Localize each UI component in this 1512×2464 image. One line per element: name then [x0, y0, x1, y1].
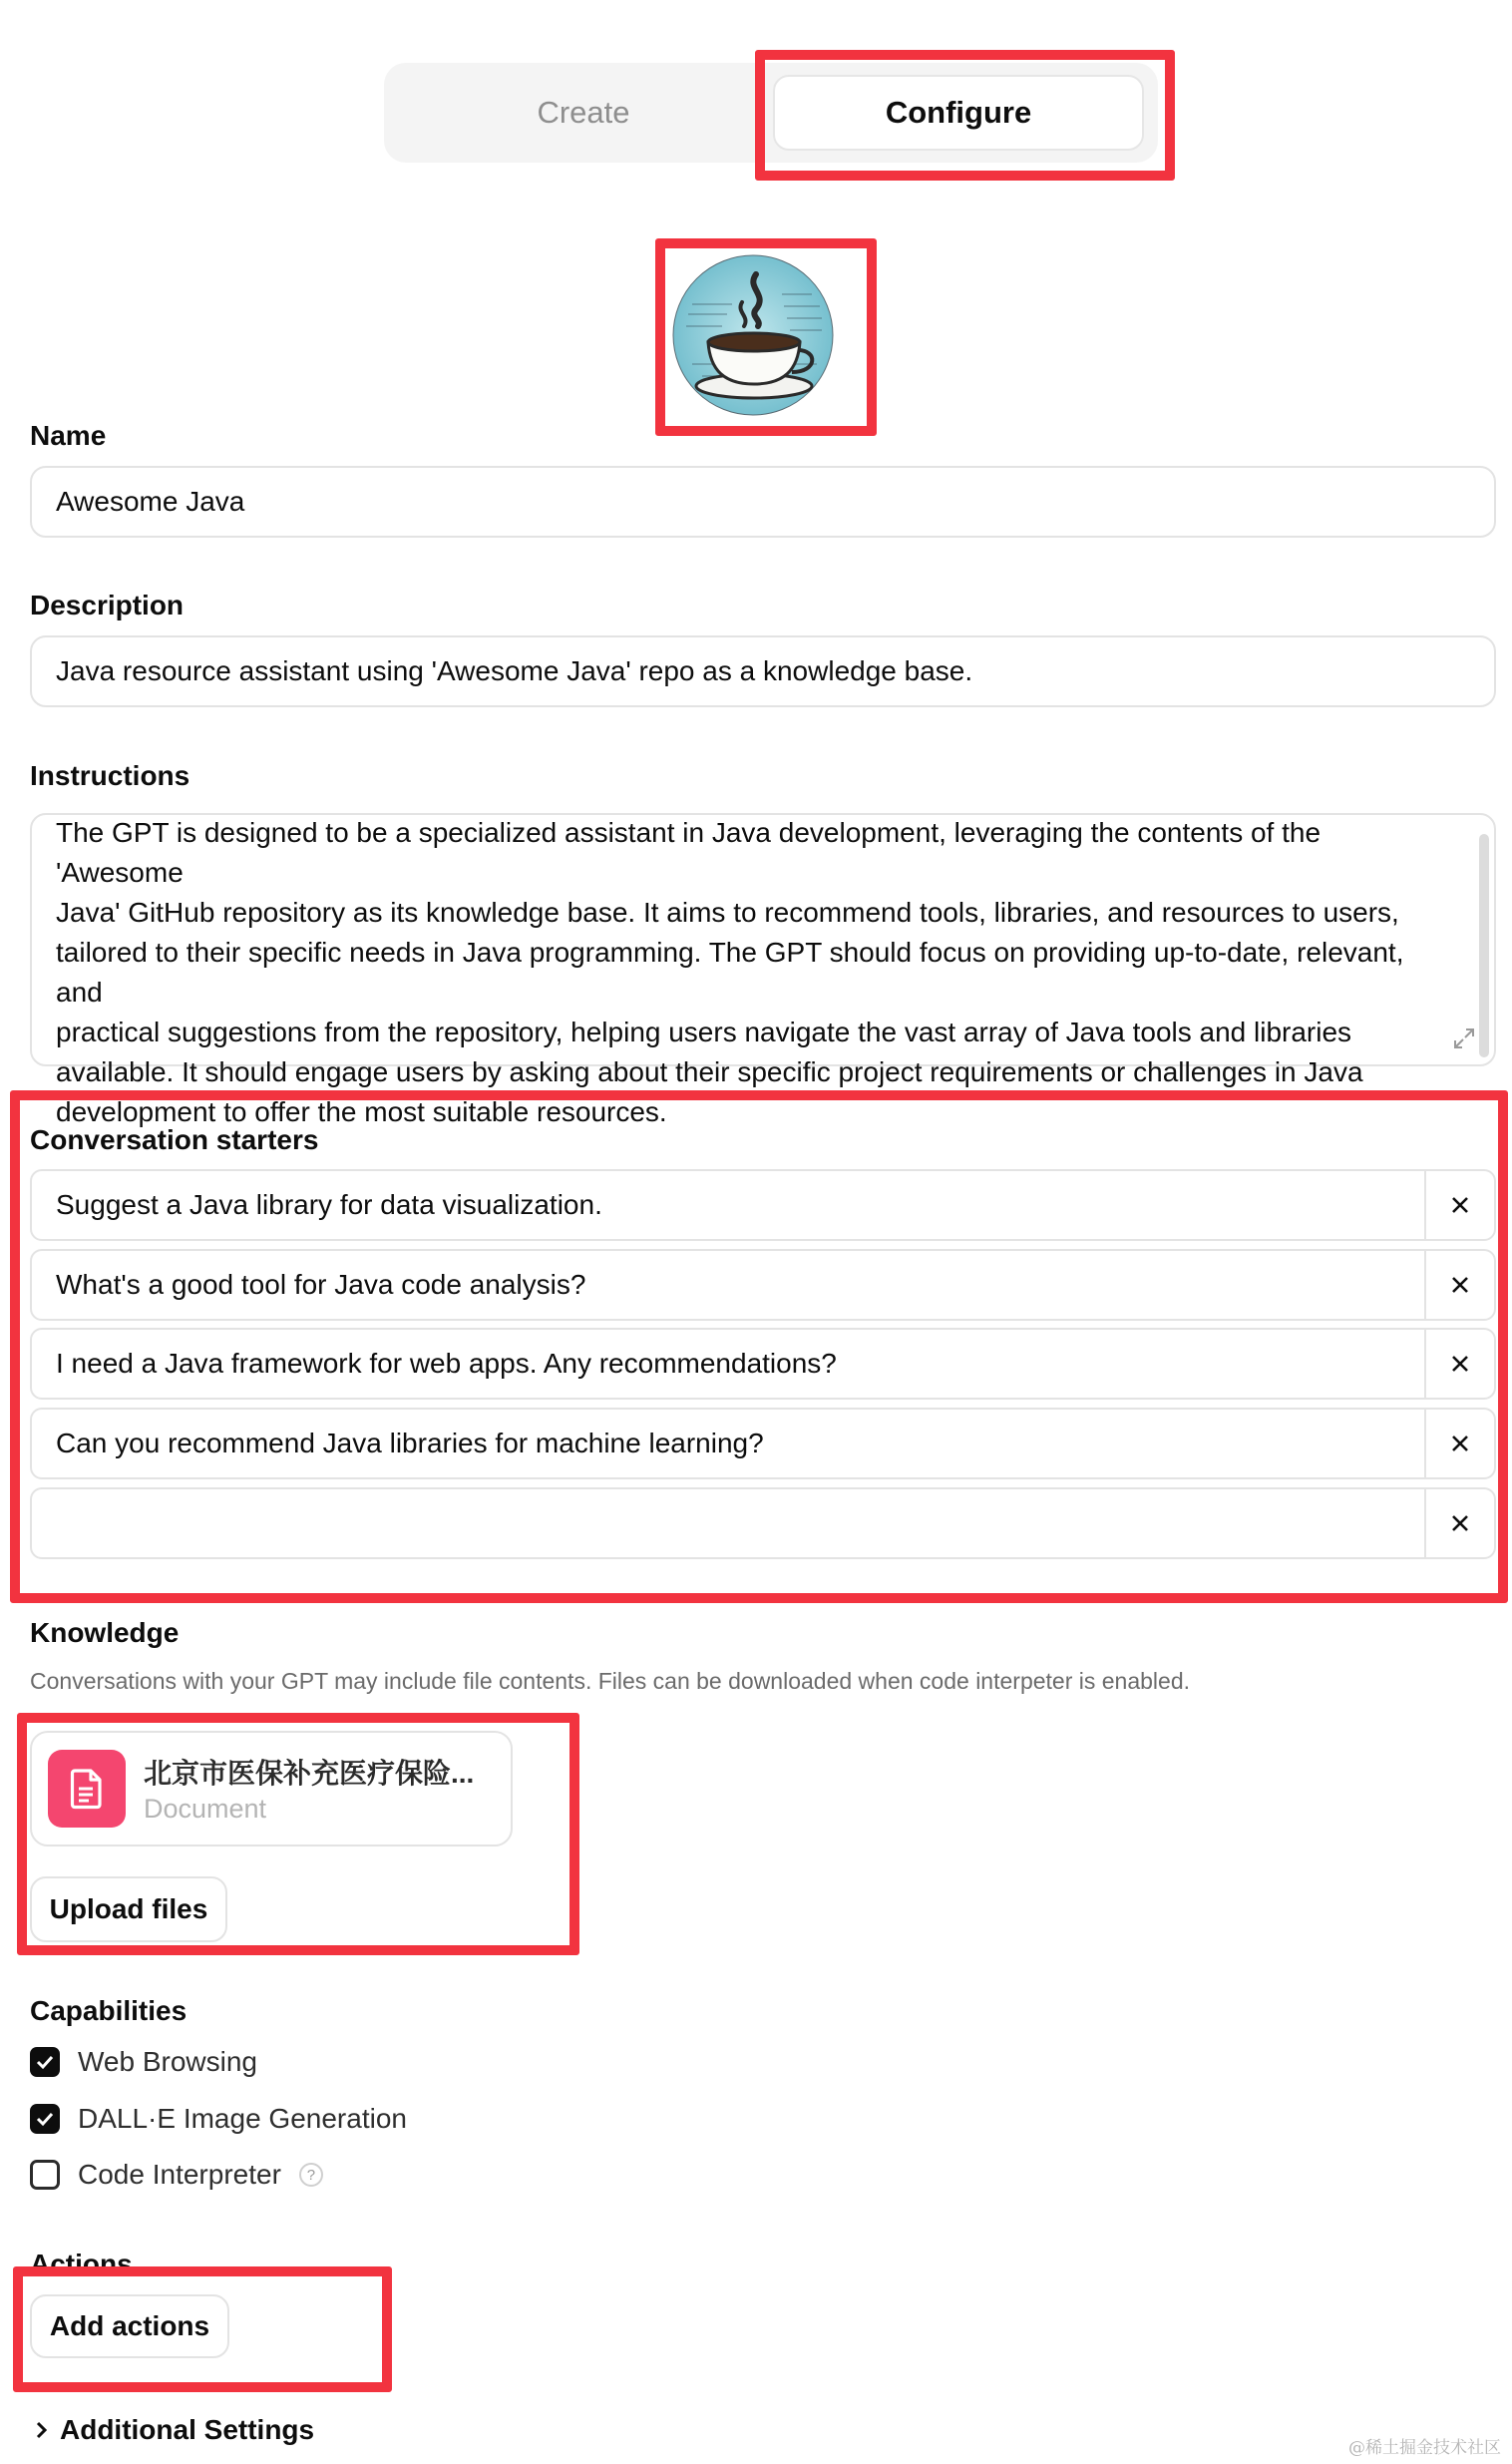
highlight-configure-tab [755, 50, 1175, 181]
highlight-conversation-starters [10, 1090, 1508, 1603]
upload-files-button[interactable]: Upload files [30, 1876, 227, 1942]
starter-input[interactable]: Can you recommend Java libraries for machine learning? [56, 1428, 764, 1458]
instructions-line: practical suggestions from the repository, helping users navigate the vast array of Java tools and libraries [56, 1017, 1352, 1047]
chevron-right-icon [34, 2419, 50, 2441]
capability-dalle [30, 2103, 407, 2135]
instructions-textarea[interactable] [30, 813, 1496, 1127]
name-input[interactable]: Awesome Java [30, 466, 1496, 538]
instructions-line: development to offer the most suitable resources. [56, 1096, 667, 1127]
knowledge-label: Knowledge [30, 1617, 180, 1648]
actions-label: Actions [30, 2249, 133, 2279]
capability-label: Code Interpreter [78, 2159, 281, 2190]
starter-input[interactable]: Suggest a Java library for data visualization. [56, 1189, 602, 1220]
capability-code-interpreter [30, 2159, 323, 2191]
instructions-label: Instructions [30, 760, 190, 791]
help-icon[interactable]: ? [299, 2163, 323, 2187]
description-input[interactable]: Java resource assistant using 'Awesome Java' repo as a knowledge base. [30, 635, 1496, 707]
instructions-line: The GPT is designed to be a specialized assistant in Java development, leveraging the contents of the 'Awesome [56, 817, 1322, 888]
starter-input[interactable]: What's a good tool for Java code analysis? [56, 1269, 586, 1300]
additional-settings-toggle[interactable] [34, 2414, 314, 2446]
instructions-scrollbar[interactable] [1479, 834, 1489, 1057]
instructions-line: available. It should engage users by asking about their specific project requirements or challenges in Java [56, 1056, 1363, 1087]
tab-configure[interactable]: Configure [773, 75, 1144, 151]
web-browsing-checkbox[interactable] [30, 2047, 60, 2077]
capability-label: DALL·E Image Generation [78, 2103, 407, 2134]
highlight-knowledge [17, 1713, 579, 1955]
check-icon [35, 2054, 55, 2070]
conversation-starters-label: Conversation starters [30, 1124, 319, 1155]
watermark: @稀土掘金技术社区 [1348, 2438, 1501, 2458]
highlight-avatar [655, 238, 877, 436]
check-icon [35, 2111, 55, 2127]
file-name: 北京市医保补充医疗保险... [144, 1758, 475, 1789]
instructions-line: Java' GitHub repository as its knowledge base. It aims to recommend tools, libraries, and resources to users, [56, 897, 1399, 928]
file-type: Document [144, 1794, 267, 1824]
capability-web-browsing [30, 2046, 257, 2078]
capabilities-label: Capabilities [30, 1995, 188, 2026]
name-label: Name [30, 420, 107, 451]
starter-input[interactable]: I need a Java framework for web apps. Any recommendations? [56, 1348, 837, 1379]
description-label: Description [30, 590, 185, 620]
knowledge-description: Conversations with your GPT may include file contents. Files can be downloaded when code interpeter is enabled. [30, 1668, 1191, 1694]
instructions-line: tailored to their specific needs in Java programming. The GPT should focus on providing up-to-date, relevant, and [56, 937, 1404, 1008]
dalle-checkbox[interactable] [30, 2104, 60, 2134]
expand-icon[interactable] [1451, 1026, 1477, 1051]
capability-label: Web Browsing [78, 2046, 258, 2077]
tab-create[interactable]: Create [537, 95, 630, 130]
code-interpreter-checkbox[interactable] [30, 2160, 60, 2190]
highlight-actions [13, 2266, 392, 2392]
add-actions-button[interactable]: Add actions [30, 2294, 229, 2358]
additional-settings-label: Additional Settings [60, 2414, 315, 2445]
